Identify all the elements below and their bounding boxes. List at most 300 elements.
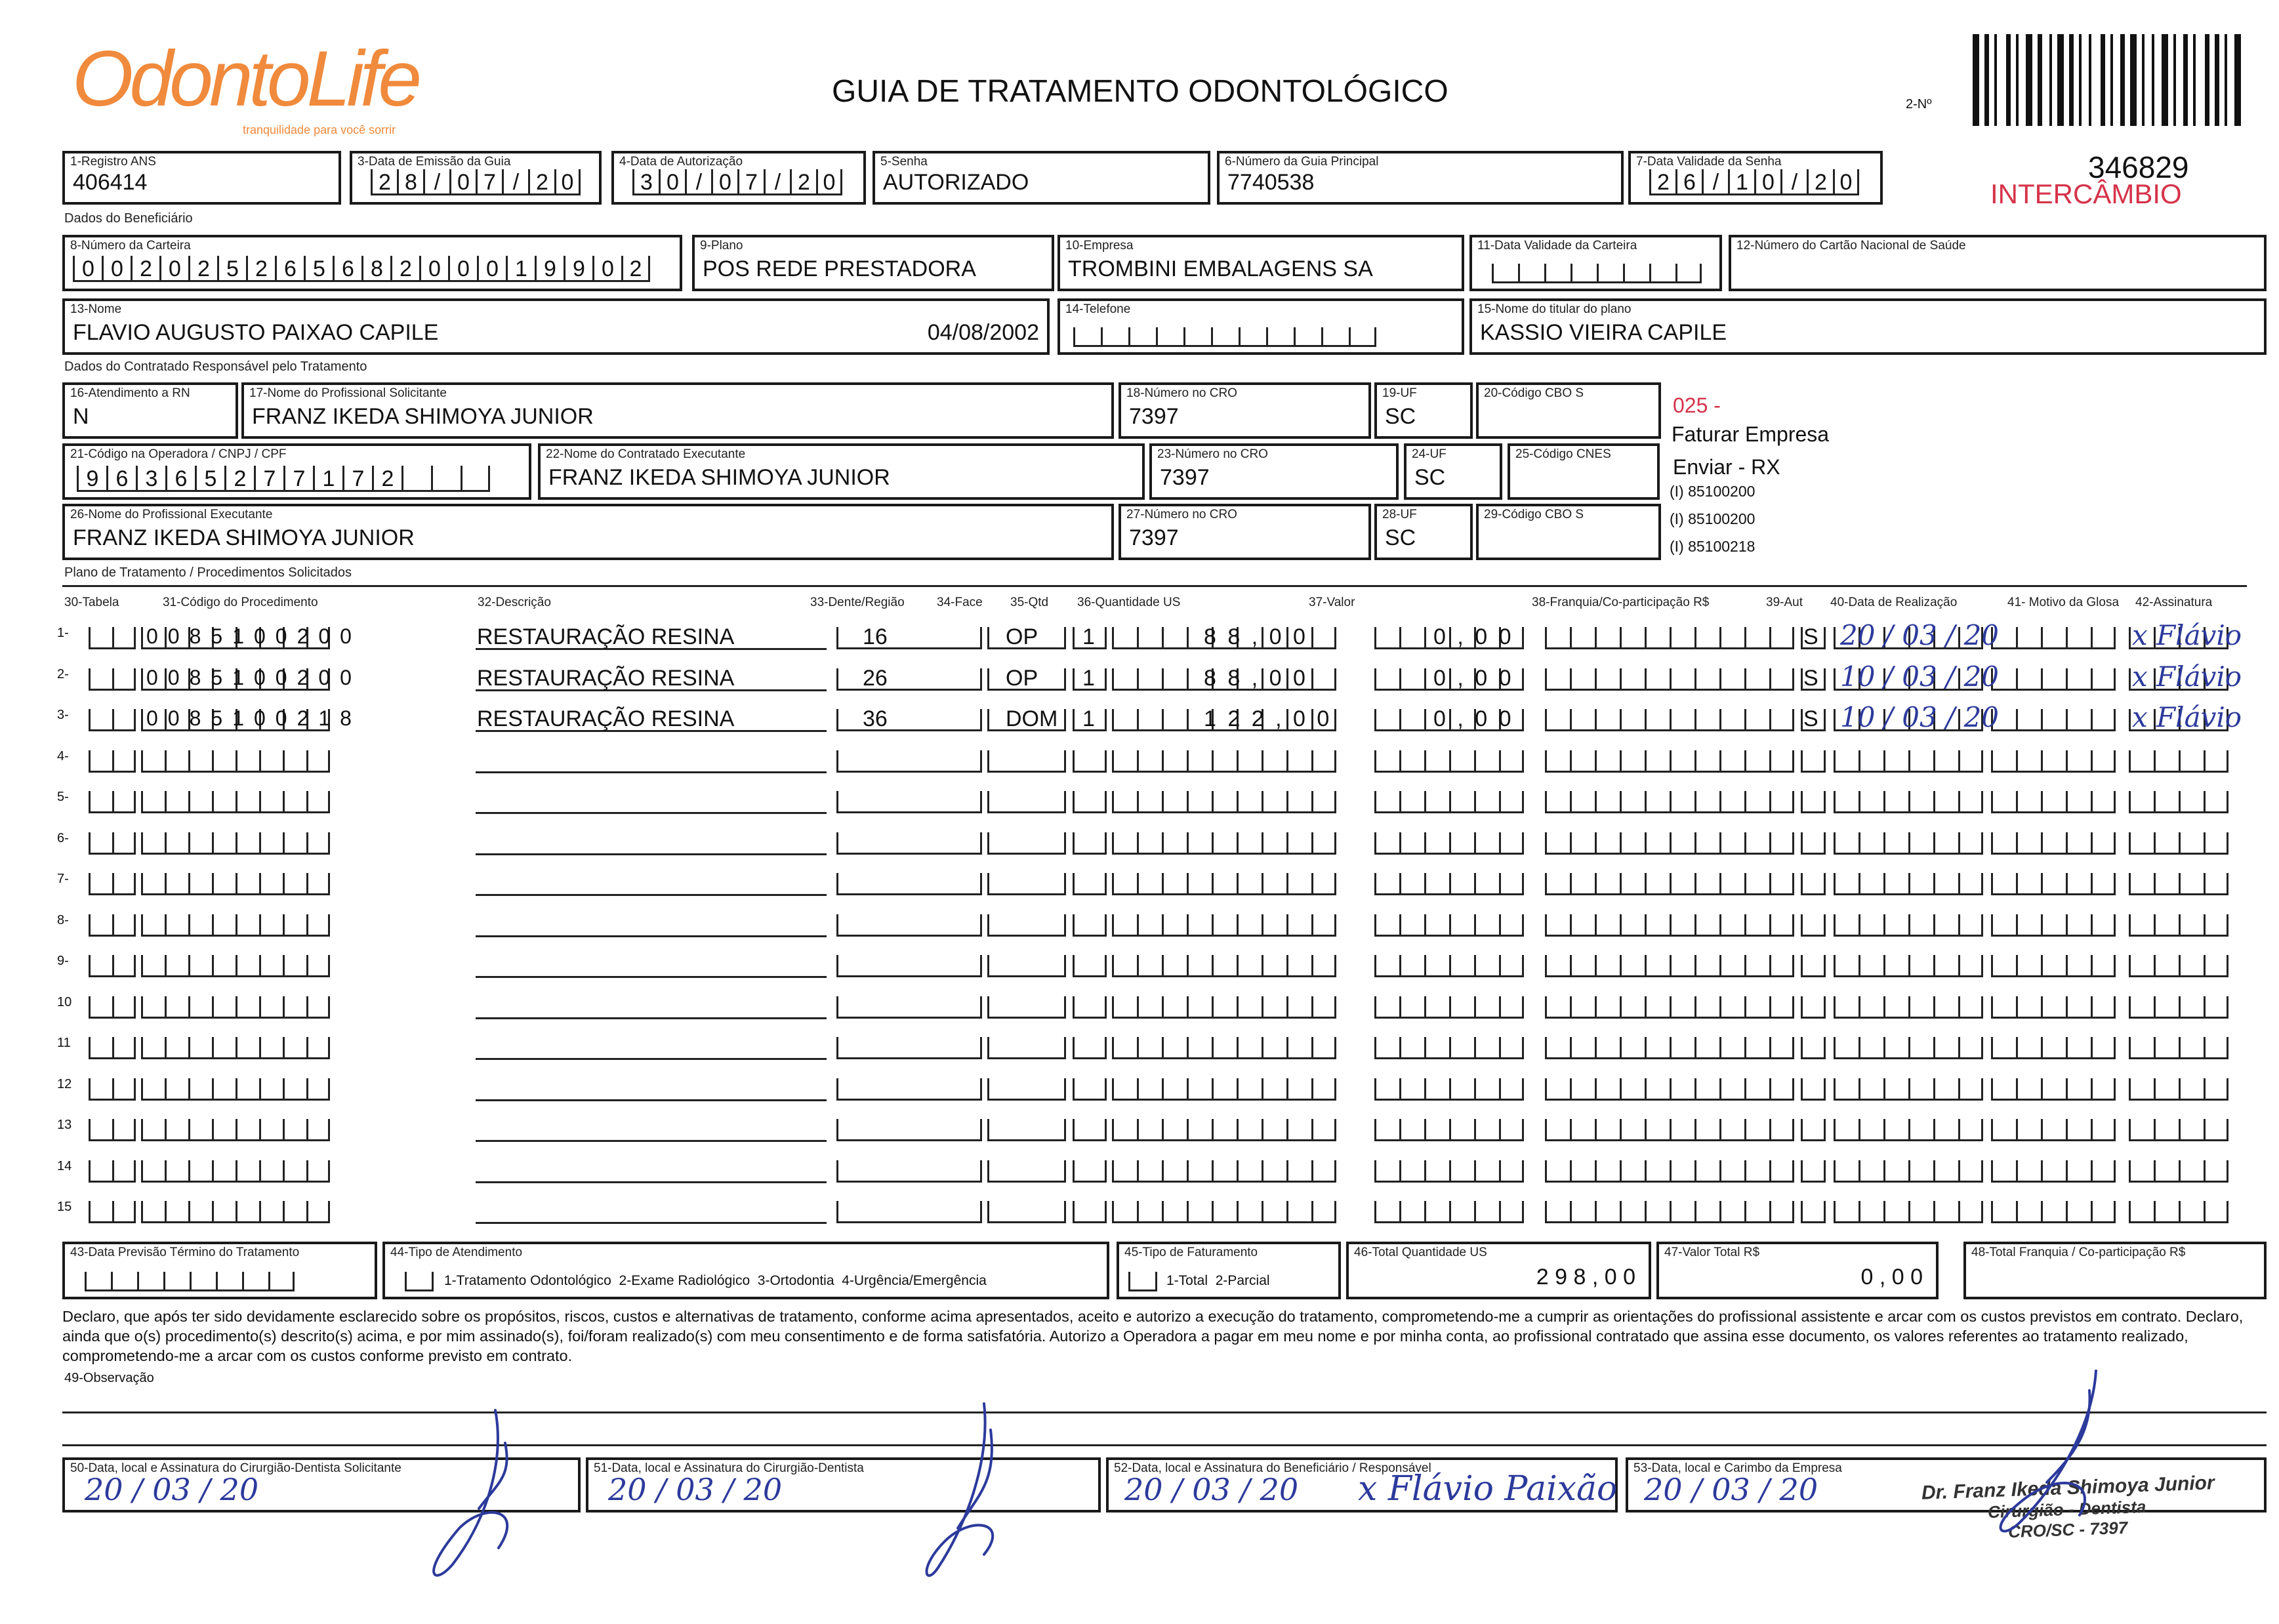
cell-group[interactable] (1374, 914, 1524, 937)
carteira-digits[interactable] (73, 256, 650, 282)
cell-group[interactable] (1801, 1037, 1826, 1059)
digit-cell: 2 (371, 169, 397, 195)
cell-group[interactable] (141, 1160, 330, 1183)
cell-group[interactable] (1834, 832, 1983, 855)
prof-exec-value[interactable]: FRANZ IKEDA SHIMOYA JUNIOR (73, 525, 415, 550)
cell-group[interactable] (141, 996, 330, 1019)
table-row[interactable] (57, 701, 2247, 733)
cell-group[interactable] (1073, 791, 1107, 813)
cell-group[interactable] (1545, 750, 1794, 773)
cell-group[interactable] (2129, 996, 2228, 1019)
cell-group[interactable] (141, 1119, 330, 1141)
cell-box (987, 955, 1066, 977)
assinatura-52-signature[interactable]: x Flávio Paixão (1358, 1469, 1618, 1509)
descricao-line[interactable] (476, 771, 827, 773)
cell-group[interactable] (1112, 1119, 1336, 1141)
table-row[interactable] (57, 947, 2247, 979)
cell-box (1620, 873, 1645, 895)
field-previsao (62, 1242, 377, 1299)
cell-group[interactable] (987, 1119, 1066, 1141)
cell-group[interactable] (1545, 996, 1794, 1019)
descricao-line[interactable] (476, 1181, 827, 1183)
cell-group[interactable] (836, 873, 982, 895)
cell-box (1908, 1078, 1933, 1101)
cell-box (1187, 791, 1212, 813)
cell-group[interactable] (1834, 996, 1983, 1019)
cell-group[interactable] (1112, 791, 1336, 813)
cell-group[interactable] (2129, 1160, 2228, 1183)
faturamento-box[interactable] (1128, 1272, 1157, 1291)
cell-box (1286, 750, 1311, 773)
tipo-atendimento-box[interactable] (405, 1272, 434, 1291)
cell-group[interactable] (987, 832, 1066, 855)
cell-group[interactable] (1991, 996, 2116, 1019)
cell-box (236, 1078, 259, 1101)
descricao-line[interactable] (476, 894, 827, 896)
cell-group[interactable] (987, 873, 1066, 895)
guia-principal-value[interactable]: 7740538 (1227, 170, 1315, 195)
cell-box (1991, 955, 2016, 977)
cell-group[interactable] (987, 914, 1066, 937)
cell-group[interactable] (1374, 1078, 1524, 1101)
descricao-line[interactable] (476, 935, 827, 937)
data-autorizacao-digits[interactable] (632, 169, 842, 195)
cell-box (1670, 1078, 1694, 1101)
descricao-line[interactable] (476, 976, 827, 978)
cell-group[interactable] (89, 627, 136, 649)
contratado-exec-value[interactable]: FRANZ IKEDA SHIMOYA JUNIOR (548, 465, 890, 490)
blank-cell (1544, 264, 1571, 283)
descricao-line[interactable] (476, 1017, 827, 1019)
table-row[interactable] (57, 906, 2247, 938)
cell-box (1137, 709, 1162, 731)
cell-group[interactable] (1834, 1160, 1983, 1183)
cell-group[interactable] (1073, 1037, 1107, 1059)
cell-group[interactable] (1112, 832, 1336, 855)
cell-box (1670, 1119, 1694, 1141)
cell-group[interactable] (1801, 791, 1826, 813)
cell-group[interactable] (89, 914, 136, 937)
cell-box (1374, 1037, 1399, 1059)
cell-group[interactable] (1834, 873, 1983, 895)
cell-box (1908, 1201, 1933, 1223)
col-franquia: 38-Franquia/Co-participação R$ (1532, 596, 1710, 609)
digit-cell (461, 466, 490, 492)
descricao-line[interactable] (476, 1222, 827, 1224)
descricao-line[interactable] (476, 1058, 827, 1060)
cell-group[interactable] (1112, 1037, 1336, 1059)
cell-group[interactable] (141, 832, 330, 855)
cell-box (1449, 1037, 1474, 1059)
table-row[interactable] (57, 619, 2247, 651)
cell-box (1374, 627, 1399, 649)
cell-group[interactable] (1801, 873, 1826, 895)
assinatura-52-date[interactable]: 20 / 03 / 20 (1124, 1472, 1299, 1507)
cell-box (188, 832, 212, 855)
cell-group[interactable] (1991, 750, 2116, 773)
cell-box (1958, 1201, 1983, 1223)
cell-group[interactable] (1801, 914, 1826, 937)
cell-group[interactable] (1073, 1119, 1107, 1141)
cell-box (1474, 1078, 1499, 1101)
cell-box (259, 1119, 283, 1141)
cell-group[interactable] (141, 955, 330, 977)
cell-group[interactable] (2129, 1119, 2228, 1141)
cell-group[interactable] (2129, 914, 2228, 937)
cell-group[interactable] (1801, 996, 1826, 1019)
cell-group[interactable] (836, 955, 982, 977)
cell-group[interactable] (1112, 1160, 1336, 1183)
cell-group[interactable] (836, 665, 982, 691)
senha-value[interactable]: AUTORIZADO (883, 170, 1029, 195)
cell-group[interactable] (836, 1201, 982, 1223)
cell-group[interactable] (2129, 791, 2228, 813)
cell-box (1570, 914, 1595, 937)
cell-group[interactable] (141, 914, 330, 937)
cell-group[interactable] (89, 668, 136, 691)
assinatura-53-date[interactable]: 20 / 03 / 20 (1644, 1472, 1818, 1507)
data-emissao-digits[interactable] (371, 169, 581, 195)
table-row[interactable] (57, 988, 2247, 1020)
cell-group[interactable] (1991, 709, 2116, 731)
cell-group[interactable] (987, 996, 1066, 1019)
previsao-digits[interactable] (85, 1272, 295, 1291)
cell-group[interactable] (89, 832, 136, 855)
cell-group[interactable] (1545, 1037, 1794, 1059)
cell-group[interactable] (89, 996, 136, 1019)
cell-group[interactable] (141, 873, 330, 895)
table-row[interactable] (57, 824, 2247, 856)
cell-group[interactable] (1545, 1201, 1794, 1223)
cell-group[interactable] (1834, 1037, 1983, 1059)
cell-box (1570, 709, 1595, 731)
cell-group[interactable] (1991, 914, 2116, 937)
row-number: 5- (57, 790, 69, 804)
cell-group[interactable] (836, 750, 982, 773)
observacao-line-1[interactable] (62, 1411, 2267, 1413)
cell-group[interactable] (89, 1119, 136, 1141)
cell-box (89, 996, 112, 1019)
cell-group[interactable] (1374, 1037, 1524, 1059)
cell-box (236, 791, 259, 813)
assinatura-50-date[interactable]: 20 / 03 / 20 (85, 1472, 259, 1507)
cell-group[interactable] (836, 832, 982, 855)
cell-group[interactable] (141, 1037, 330, 1059)
cell-group[interactable] (1991, 832, 2116, 855)
cell-group[interactable] (1112, 1078, 1336, 1101)
cell-group[interactable] (1801, 1119, 1826, 1141)
table-row[interactable] (57, 1111, 2247, 1143)
cell-group[interactable] (1112, 873, 1336, 895)
table-row[interactable] (57, 783, 2247, 815)
cell-box (283, 873, 306, 895)
cell-group[interactable] (2129, 873, 2228, 895)
cell-group[interactable] (1991, 955, 2116, 977)
plano-value[interactable]: POS REDE PRESTADORA (703, 256, 976, 281)
cell-group[interactable] (2129, 832, 2228, 855)
cell-group[interactable] (2129, 1078, 2228, 1101)
cell-group[interactable] (89, 1160, 136, 1183)
cell-group[interactable] (836, 709, 982, 731)
cell-box (1262, 791, 1286, 813)
row-signature: x Flávio (2132, 619, 2242, 651)
titular-value[interactable]: KASSIO VIEIRA CAPILE (1480, 320, 1727, 345)
cell-box (1694, 1037, 1719, 1059)
cell-box (2179, 1201, 2204, 1223)
cell-group[interactable] (836, 914, 982, 937)
cell-group[interactable] (1834, 1201, 1983, 1223)
cell-box (1801, 873, 1826, 895)
cell-group[interactable] (1834, 955, 1983, 977)
empresa-value[interactable]: TROMBINI EMBALAGENS SA (1068, 256, 1373, 281)
cell-group[interactable] (1374, 873, 1524, 895)
field-label: 47-Valor Total R$ (1664, 1246, 1760, 1259)
cell-group[interactable] (1112, 996, 1336, 1019)
cell-group[interactable] (1545, 832, 1794, 855)
cell-group[interactable] (1374, 832, 1524, 855)
table-row[interactable] (57, 1029, 2247, 1061)
cell-group[interactable] (1073, 955, 1107, 977)
uf-28-value[interactable]: SC (1385, 525, 1416, 550)
digit-cell: 9 (535, 256, 564, 282)
cell-group[interactable] (1374, 750, 1524, 773)
cell-group[interactable] (1073, 1160, 1107, 1183)
cell-group[interactable] (987, 791, 1066, 813)
cell-box (212, 873, 236, 895)
cell-group[interactable] (141, 1201, 330, 1223)
cell-group[interactable] (89, 1078, 136, 1101)
cell-group[interactable] (2129, 750, 2228, 773)
cell-box (1958, 1078, 1983, 1101)
digit-cell: 7 (737, 169, 764, 195)
cell-group[interactable] (1112, 750, 1336, 773)
cell-group[interactable] (1991, 1201, 2116, 1223)
cell-group[interactable] (1545, 1119, 1794, 1141)
cell-group[interactable] (1801, 1078, 1826, 1101)
cell-box (259, 914, 283, 937)
assinatura-51-date[interactable]: 20 / 03 / 20 (608, 1472, 783, 1507)
cell-box (2091, 873, 2116, 895)
cell-box (1545, 1119, 1570, 1141)
cell-box (987, 1078, 1066, 1101)
table-row[interactable] (57, 1152, 2247, 1184)
telefone-digits[interactable] (1073, 327, 1376, 347)
table-row[interactable] (57, 660, 2247, 693)
cell-group[interactable] (1073, 873, 1107, 895)
cell-box (112, 1160, 136, 1183)
cell-group[interactable] (987, 1201, 1066, 1223)
field-assinatura-51 (586, 1457, 1101, 1512)
cell-group[interactable] (836, 1037, 982, 1059)
cell-group[interactable] (1991, 873, 2116, 895)
codigo-operadora-digits[interactable] (77, 466, 490, 492)
barcode-bar (2079, 34, 2082, 126)
cell-group[interactable] (1801, 955, 1826, 977)
prof-solicitante-value[interactable]: FRANZ IKEDA SHIMOYA JUNIOR (252, 404, 594, 429)
cell-group[interactable] (1801, 1160, 1826, 1183)
cell-group[interactable] (1112, 914, 1336, 937)
cell-group[interactable] (1073, 1078, 1107, 1101)
cell-box (1073, 1160, 1107, 1183)
cell-group[interactable] (987, 1160, 1066, 1183)
barcode-bar (1973, 34, 1979, 126)
cell-box (165, 832, 188, 855)
cell-group[interactable] (1545, 873, 1794, 895)
cell-group[interactable] (836, 1078, 982, 1101)
cell-group[interactable] (1545, 1078, 1794, 1101)
cell-box (2091, 791, 2116, 813)
row-signature: x Flávio (2132, 701, 2242, 733)
cell-box (2041, 668, 2066, 691)
field-codigo-operadora (62, 443, 531, 500)
cell-group[interactable] (1834, 1078, 1983, 1101)
cell-box (2179, 873, 2204, 895)
cell-group[interactable] (1073, 750, 1107, 773)
cell-group[interactable] (1545, 1160, 1794, 1183)
cell-group[interactable] (1374, 1201, 1524, 1223)
cell-group[interactable] (2129, 1037, 2228, 1059)
cell-group[interactable] (1801, 750, 1826, 773)
descricao-line[interactable] (476, 1140, 827, 1142)
cell-box (1694, 996, 1719, 1019)
table-row[interactable] (57, 1193, 2247, 1225)
cell-group[interactable] (141, 750, 330, 773)
uf-19-value[interactable]: SC (1385, 404, 1416, 429)
cell-group[interactable] (1801, 832, 1826, 855)
cell-box (1670, 955, 1694, 977)
validade-senha-digits[interactable] (1649, 169, 1859, 195)
cell-group[interactable] (1545, 791, 1794, 813)
cell-group[interactable] (1991, 627, 2116, 649)
cro-18-value[interactable]: 7397 (1129, 404, 1179, 429)
descricao-line[interactable] (476, 812, 827, 814)
cell-group[interactable] (89, 1037, 136, 1059)
cell-group[interactable] (987, 1037, 1066, 1059)
validade-carteira-digits[interactable] (1492, 264, 1702, 283)
cell-group[interactable] (987, 1078, 1066, 1101)
cell-group[interactable] (836, 791, 982, 813)
cell-box (212, 1160, 236, 1183)
cell-box (1399, 914, 1424, 937)
cell-group[interactable] (1374, 791, 1524, 813)
row-signature: x Flávio (2132, 660, 2242, 693)
cell-group[interactable] (1834, 914, 1983, 937)
cell-group[interactable] (1991, 668, 2116, 691)
cell-group[interactable] (1073, 996, 1107, 1019)
cell-group[interactable] (1073, 1201, 1107, 1223)
cell-group[interactable] (836, 1119, 982, 1141)
cell-group[interactable] (987, 955, 1066, 977)
cell-group[interactable] (89, 791, 136, 813)
cell-group[interactable] (1834, 750, 1983, 773)
cell-group[interactable] (836, 627, 982, 649)
cell-group[interactable] (1991, 1037, 2116, 1059)
cell-group[interactable] (1374, 996, 1524, 1019)
section-beneficiario: Dados do Beneficiário (64, 211, 193, 226)
cro-27-value[interactable]: 7397 (1129, 525, 1179, 550)
cell-group[interactable] (1991, 1119, 2116, 1141)
cell-group[interactable] (1545, 668, 1794, 691)
registro-ans-value[interactable]: 406414 (73, 170, 148, 195)
cell-group[interactable] (2129, 955, 2228, 977)
cell-group[interactable] (1545, 914, 1794, 937)
blank-cell (190, 1272, 216, 1291)
cell-box (1187, 1078, 1212, 1101)
barcode-bar (2142, 34, 2145, 126)
cell-box (212, 832, 236, 855)
cell-group[interactable] (1991, 791, 2116, 813)
cell-group[interactable] (1374, 1119, 1524, 1141)
field-label: 15-Nome do titular do plano (1477, 302, 1632, 316)
cell-box (2179, 1037, 2204, 1059)
total-us-value[interactable]: 2 9 8 , 0 0 (1536, 1265, 1635, 1289)
cell-box (2016, 1037, 2041, 1059)
cell-group[interactable] (1073, 832, 1107, 855)
cell-box (89, 914, 112, 937)
cell-group[interactable] (89, 750, 136, 773)
cell-group[interactable] (89, 873, 136, 895)
col-descricao: 32-Descrição (478, 596, 551, 609)
cell-box (212, 1201, 236, 1223)
atendimento-rn-value[interactable]: N (73, 404, 89, 429)
cell-group[interactable] (1374, 1160, 1524, 1183)
cell-group[interactable] (1073, 914, 1107, 937)
cell-group[interactable] (1834, 1119, 1983, 1141)
table-row[interactable] (57, 865, 2247, 897)
cell-group[interactable] (1374, 955, 1524, 977)
digit-cell: 0 (73, 256, 102, 282)
cell-group[interactable] (1834, 791, 1983, 813)
cell-group[interactable] (1991, 1160, 2116, 1183)
cell-group[interactable] (89, 1201, 136, 1223)
cell-group[interactable] (89, 955, 136, 977)
cell-box (1570, 791, 1595, 813)
field-label: 8-Número da Carteira (70, 239, 191, 253)
row-number: 10 (57, 994, 72, 1009)
cell-box (1545, 709, 1570, 731)
valor-total-value[interactable]: 0 , 0 0 (1860, 1265, 1923, 1289)
cell-group[interactable] (1112, 1201, 1336, 1223)
cell-group[interactable] (1545, 709, 1794, 731)
table-row[interactable] (57, 1070, 2247, 1102)
cell-group[interactable] (1991, 1078, 2116, 1101)
cell-box (836, 996, 982, 1019)
cell-box (1620, 832, 1645, 855)
cro-23-value[interactable]: 7397 (1160, 465, 1210, 490)
cell-group[interactable] (2129, 1201, 2228, 1223)
cell-box (836, 873, 982, 895)
uf-24-value[interactable]: SC (1414, 465, 1446, 490)
value: 0 , 0 0 (1433, 665, 1514, 691)
cell-group[interactable] (141, 1078, 330, 1101)
cell-box (2179, 996, 2204, 1019)
descricao-line[interactable] (476, 1099, 827, 1101)
table-row[interactable] (57, 742, 2247, 774)
cell-group[interactable] (1112, 955, 1336, 977)
observacao-line-2[interactable] (62, 1444, 2267, 1446)
cell-group[interactable] (836, 1160, 982, 1183)
cell-group[interactable] (1545, 955, 1794, 977)
cell-box (2129, 791, 2154, 813)
cell-group[interactable] (836, 996, 982, 1019)
cell-group[interactable] (141, 791, 330, 813)
cell-group[interactable] (987, 750, 1066, 773)
descricao-line[interactable] (476, 853, 827, 855)
cell-group[interactable] (1801, 1201, 1826, 1223)
nome-value[interactable]: FLAVIO AUGUSTO PAIXAO CAPILE (73, 320, 439, 345)
cell-group[interactable] (89, 709, 136, 731)
cell-group[interactable] (1545, 627, 1794, 649)
